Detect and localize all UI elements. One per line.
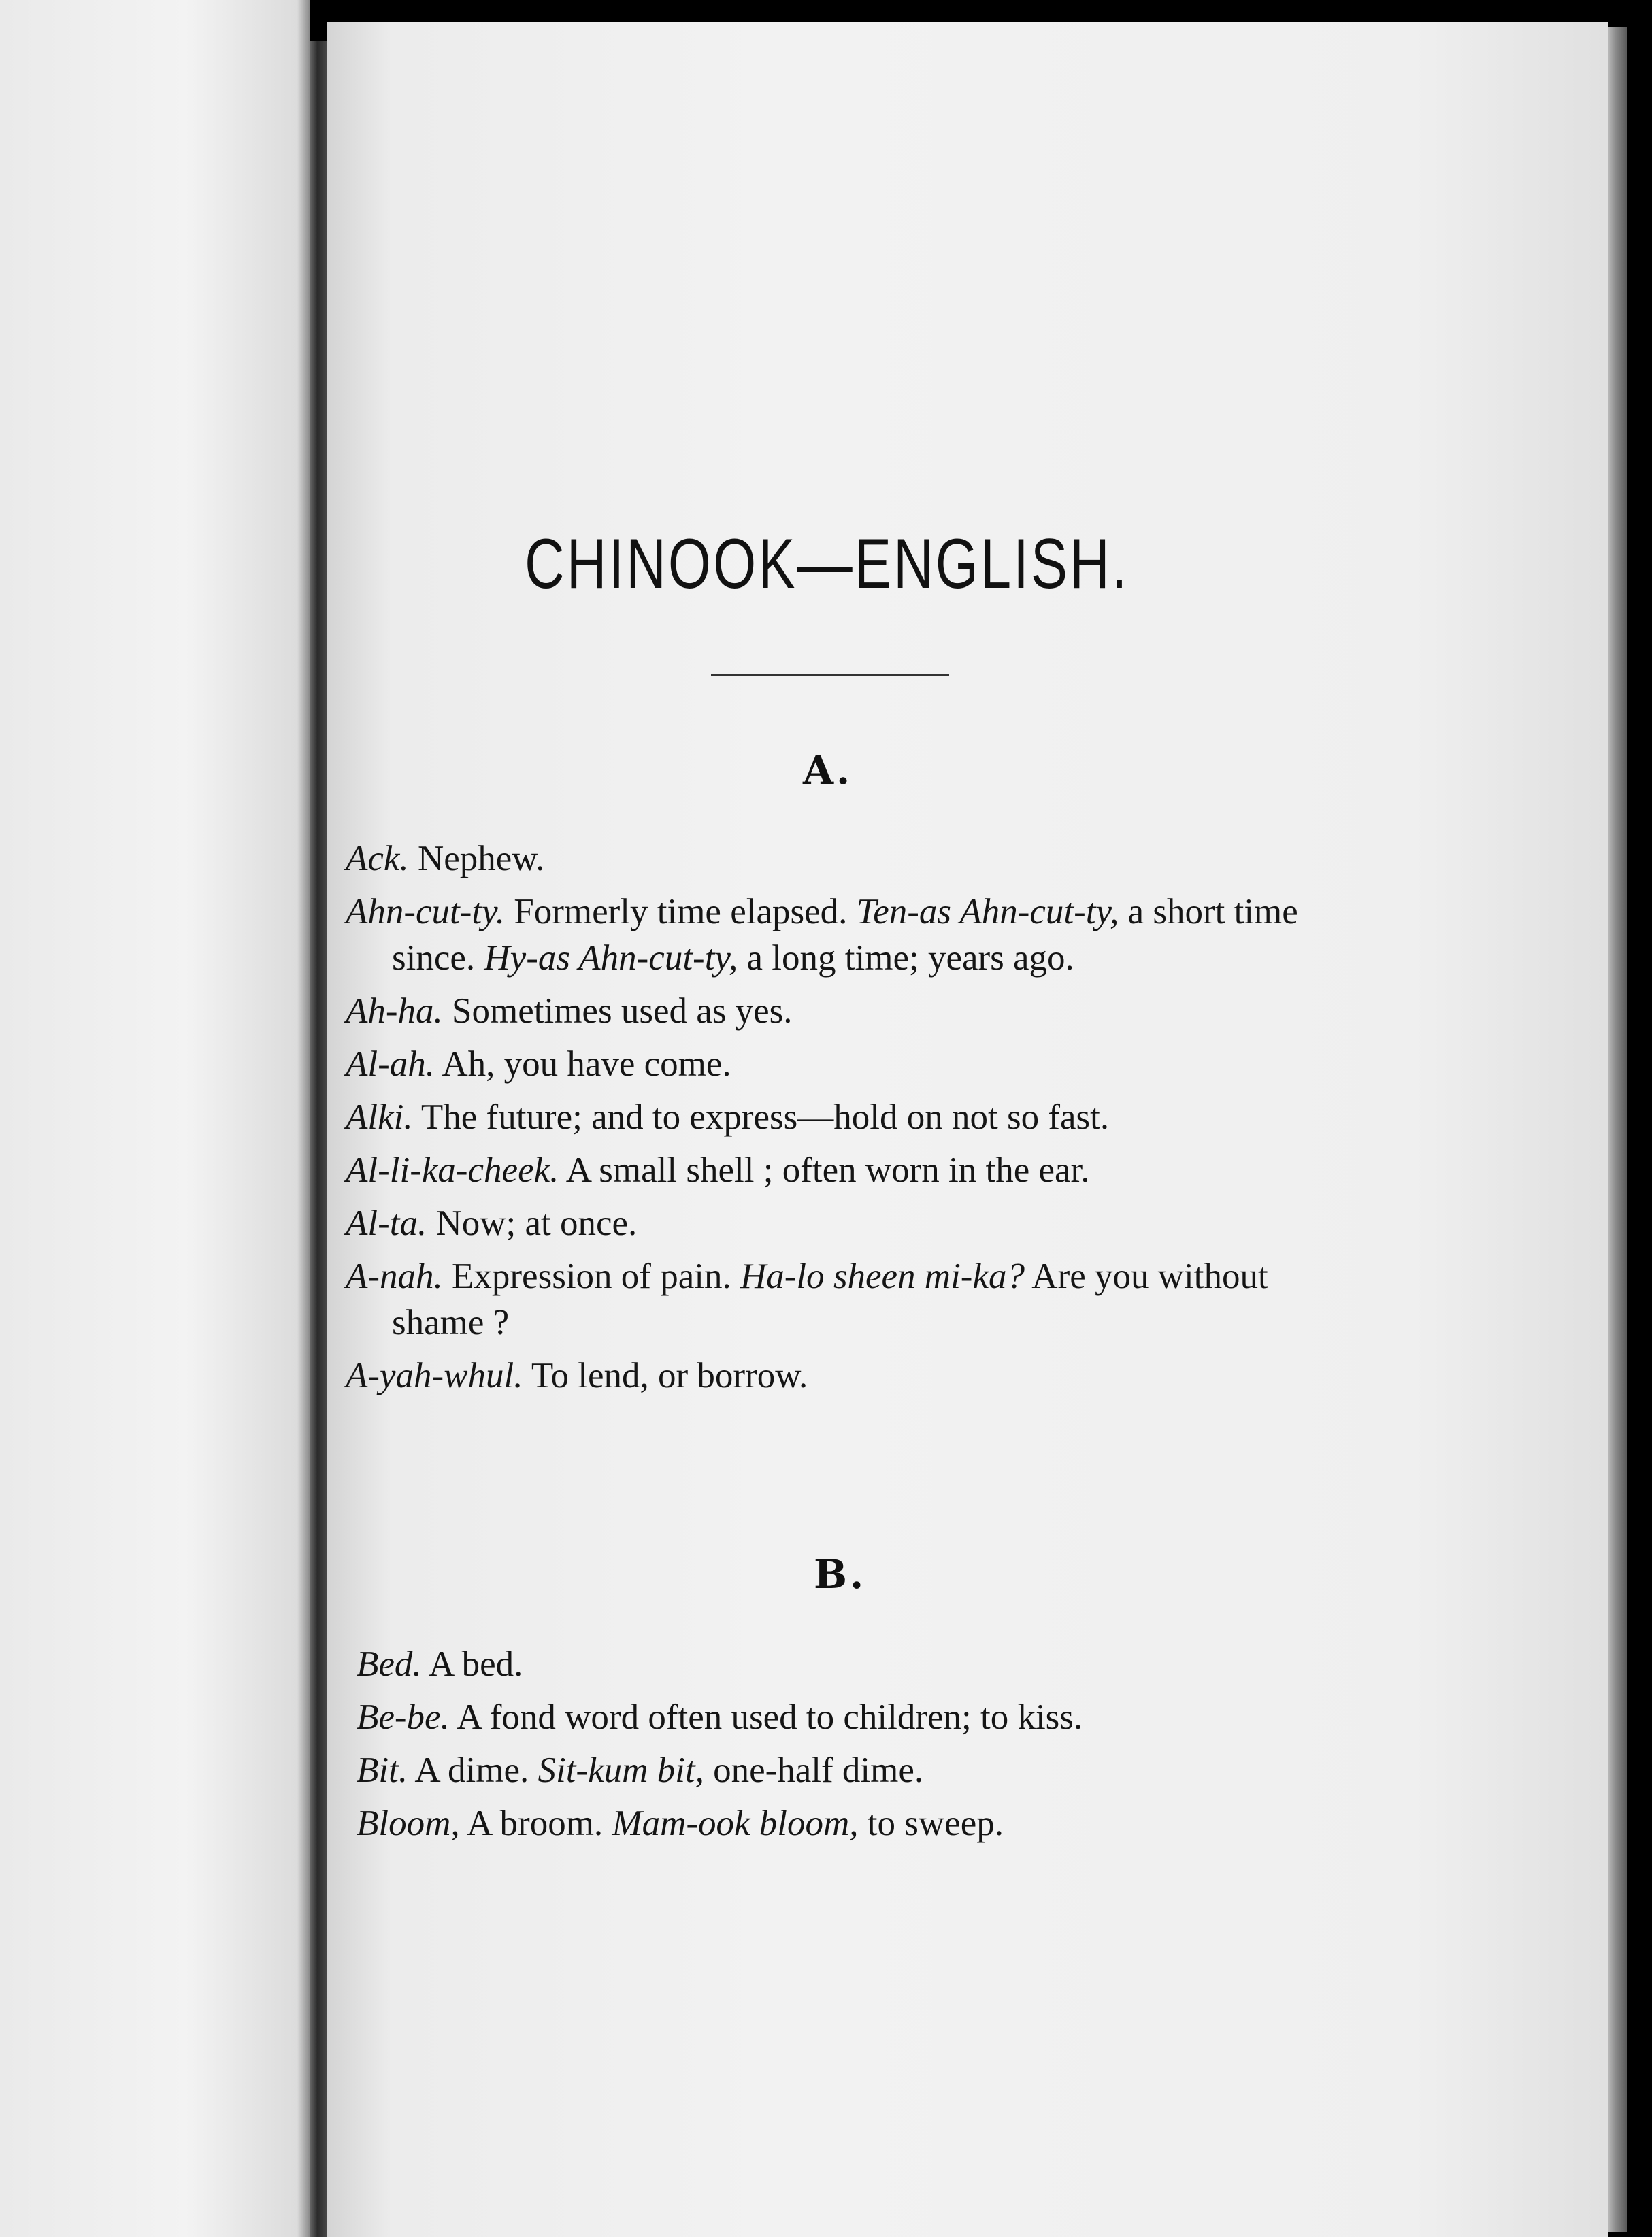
entry-a-yah-whul <box>346 1353 1339 1399</box>
definition: Sometimes used as yes. <box>442 991 793 1031</box>
entry-alki <box>346 1094 1339 1140</box>
entry-a-nah <box>346 1253 1339 1346</box>
example-phrase: Ha-lo sheen mi-ka? <box>740 1257 1025 1296</box>
definition: a long time; years ago. <box>738 938 1074 978</box>
page-title: CHINOOK—ENGLISH. <box>525 525 1129 603</box>
definition: A broom. <box>459 1804 612 1843</box>
headword: A-yah-whul. <box>346 1356 523 1395</box>
definition: A small shell ; often worn in the ear. <box>559 1150 1090 1190</box>
page-edge <box>1608 27 1627 2232</box>
definition: The future; and to express—hold on not so fast. <box>412 1097 1110 1137</box>
entry-ahn-cut-ty <box>346 889 1339 981</box>
book-spine <box>310 41 327 2237</box>
headword: Ack. <box>346 839 409 878</box>
headword: Bed. <box>357 1644 422 1684</box>
definition: one-half dime. <box>704 1751 924 1790</box>
entry-bloom <box>357 1800 1350 1846</box>
headword: Bit. <box>357 1751 408 1790</box>
example-phrase: Hy-as Ahn-cut-ty, <box>484 938 738 978</box>
headword: Alki. <box>346 1097 413 1137</box>
headword: Ah-ha. <box>346 991 443 1031</box>
entry-al-ah <box>346 1041 1339 1087</box>
headword: Al-li-ka-cheek. <box>346 1150 559 1190</box>
entry-al-li-ka-cheek <box>346 1147 1339 1193</box>
definition: to sweep. <box>858 1804 1004 1843</box>
left-page <box>0 0 310 2237</box>
example-phrase: Ten-as Ahn-cut-ty, <box>856 892 1119 931</box>
entry-ah-ha <box>346 988 1339 1034</box>
entry-be-be <box>357 1694 1350 1740</box>
headword: Ahn-cut-ty. <box>346 892 505 931</box>
headword: Bloom, <box>357 1804 460 1843</box>
definition: A fond word often used to children; to kiss. <box>449 1697 1083 1737</box>
definition: Now; at once. <box>427 1204 638 1243</box>
entry-al-ta <box>346 1200 1339 1246</box>
entry-ack <box>346 835 1339 882</box>
headword: Be-be. <box>357 1697 450 1737</box>
headword: Al-ta. <box>346 1204 427 1243</box>
headword: Al-ah. <box>346 1044 435 1084</box>
definition: A bed. <box>421 1644 523 1684</box>
entry-bit <box>357 1747 1350 1793</box>
section-heading-b: B. <box>814 1551 867 1597</box>
definition: A dime. <box>408 1751 538 1790</box>
definition: Nephew. <box>408 839 545 878</box>
entry-bed <box>357 1641 1350 1687</box>
example-phrase: Mam-ook bloom, <box>612 1804 859 1843</box>
example-phrase: Sit-kum bit, <box>538 1751 704 1790</box>
section-heading-a: A. <box>803 747 853 793</box>
definition: a short time since. <box>392 892 1298 978</box>
entry-list-b <box>357 1641 1350 1853</box>
definition: Expression of pain. <box>442 1257 740 1296</box>
headword: A-nah. <box>346 1257 443 1296</box>
definition: To lend, or borrow. <box>523 1356 808 1395</box>
definition: Formerly time elapsed. <box>505 892 857 931</box>
title-rule <box>711 674 949 676</box>
definition: Are you without shame ? <box>392 1257 1268 1342</box>
definition: Ah, you have come. <box>435 1044 731 1084</box>
entry-list-a <box>346 835 1339 1406</box>
